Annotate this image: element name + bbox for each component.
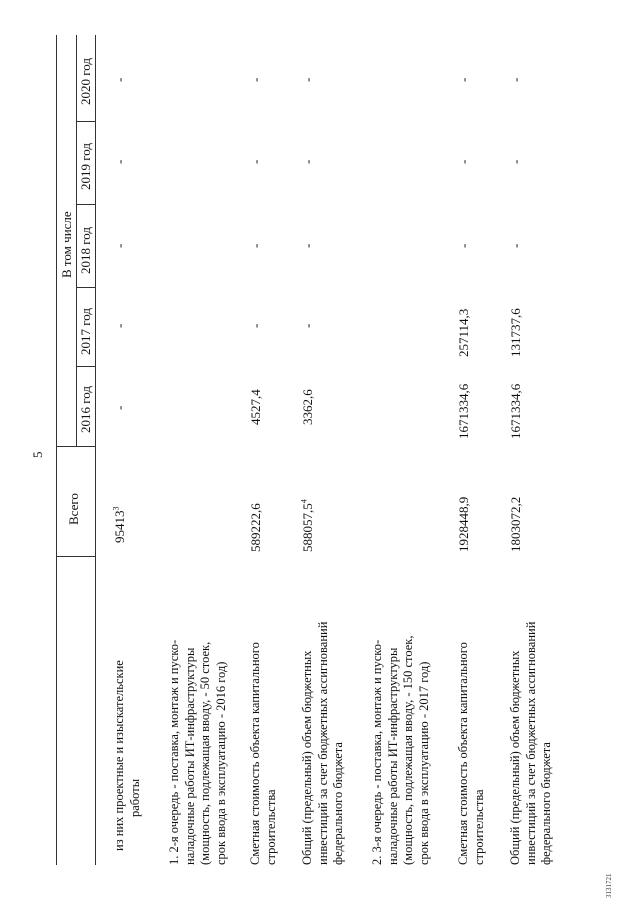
row-label-line: срок ввода в эксплуатацию - 2016 год) (213, 661, 228, 865)
document-code: 3131721 (605, 873, 613, 898)
row-value-2019: - (300, 159, 315, 164)
row-label-line: строительства (471, 789, 486, 865)
row-label-design-works (112, 660, 143, 851)
header-year-2016: 2016 год (78, 386, 93, 433)
col-divider-2019-2020 (76, 121, 96, 122)
row-value-2016: 1671334,6 (508, 383, 523, 439)
row-value-2016: - (112, 405, 127, 410)
row-value-2020: - (300, 77, 315, 82)
row-label-line: строительства (263, 789, 278, 865)
row-value-total: 95413$^3$ (111, 506, 127, 543)
header-year-2019: 2019 год (78, 143, 93, 190)
row-value-2019: - (248, 159, 263, 164)
row-value-2018: - (456, 243, 471, 248)
header-year-2018: 2018 год (78, 227, 93, 274)
row-label-stage-3-estimated-cost (456, 642, 487, 865)
row-value-2020: - (508, 77, 523, 82)
row-label-stage-2 (167, 640, 229, 865)
row-value-2016: 3362,6 (300, 389, 315, 425)
col-divider-2018-2019 (76, 204, 96, 205)
row-label-stage-2-estimated-cost (248, 642, 279, 865)
page-number: 5 (30, 451, 45, 458)
row-value-2020: - (112, 77, 127, 82)
row-value-total: 1928448,9 (456, 496, 471, 552)
row-label-line: Сметная стоимость объекта капитального (248, 642, 262, 865)
row-label-line: Сметная стоимость объекта капитального (456, 642, 470, 865)
row-value-2017: 257114,3 (456, 308, 471, 357)
row-label-line: федерального бюджета (539, 742, 553, 865)
header-bottom-rule (95, 35, 96, 865)
row-label-line: Общий (предельный) объем бюджетных (508, 650, 522, 865)
col-divider-2017-2018 (76, 287, 96, 288)
header-including: В том числе (59, 211, 74, 278)
row-label-stage-3 (370, 636, 432, 866)
row-label-line: (мощность, подлежащая вводу, - 50 стоек, (198, 641, 212, 865)
row-label-line: из них проектные и изыскательские (112, 660, 126, 851)
including-subheader-rule (76, 35, 77, 447)
table-top-rule (56, 35, 57, 865)
row-label-line: наладочные работы ИТ-инфраструктуры (385, 647, 400, 865)
row-label-line: работы (127, 778, 142, 817)
row-value-2016: 1671334,6 (456, 383, 471, 439)
row-label-line: наладочные работы ИТ-инфраструктуры (182, 647, 197, 865)
row-label-line: 2. 3-я очередь - поставка, монтаж и пуско- (370, 639, 384, 865)
row-value-2018: - (248, 243, 263, 248)
row-label-line: инвестиций за счет бюджетных ассигнований (523, 621, 538, 865)
row-label-stage-3-budget-investments (508, 622, 555, 865)
row-value-2017: 131737,6 (508, 308, 523, 357)
row-value-2019: - (456, 159, 471, 164)
row-label-line: срок ввода в эксплуатацию - 2017 год) (416, 661, 431, 865)
row-label-line: 1. 2-я очередь - поставка, монтаж и пуско- (167, 639, 181, 865)
row-value-2020: - (248, 77, 263, 82)
row-label-line: инвестиций за счет бюджетных ассигнований (315, 621, 330, 865)
row-label-line: Общий (предельный) объем бюджетных (300, 650, 314, 865)
row-label-line: (мощность, подлежащая вводу, - 150 стоек, (401, 635, 415, 865)
row-value-2017: - (300, 323, 315, 328)
row-value-total: 588057,5$^4$ (299, 499, 315, 552)
row-value-2020: - (456, 77, 471, 82)
col-divider-2016-2017 (76, 366, 96, 367)
row-label-stage-2-budget-investments (300, 622, 347, 865)
row-value-2017: - (248, 323, 263, 328)
row-value-total: 589222,6 (248, 503, 263, 552)
header-total: Всего (66, 493, 81, 525)
row-value-2018: - (508, 243, 523, 248)
row-value-2017: - (112, 323, 127, 328)
header-year-2020: 2020 год (78, 58, 93, 105)
row-value-2019: - (112, 159, 127, 164)
header-year-2017: 2017 год (78, 308, 93, 355)
row-value-total: 1803072,2 (508, 496, 523, 552)
col-divider-label-total (56, 556, 96, 557)
row-value-2018: - (112, 243, 127, 248)
row-value-2018: - (300, 243, 315, 248)
col-divider-total-2016 (56, 446, 96, 447)
row-value-2019: - (508, 159, 523, 164)
row-label-line: федерального бюджета (331, 742, 345, 865)
row-value-2016: 4527,4 (248, 389, 263, 425)
